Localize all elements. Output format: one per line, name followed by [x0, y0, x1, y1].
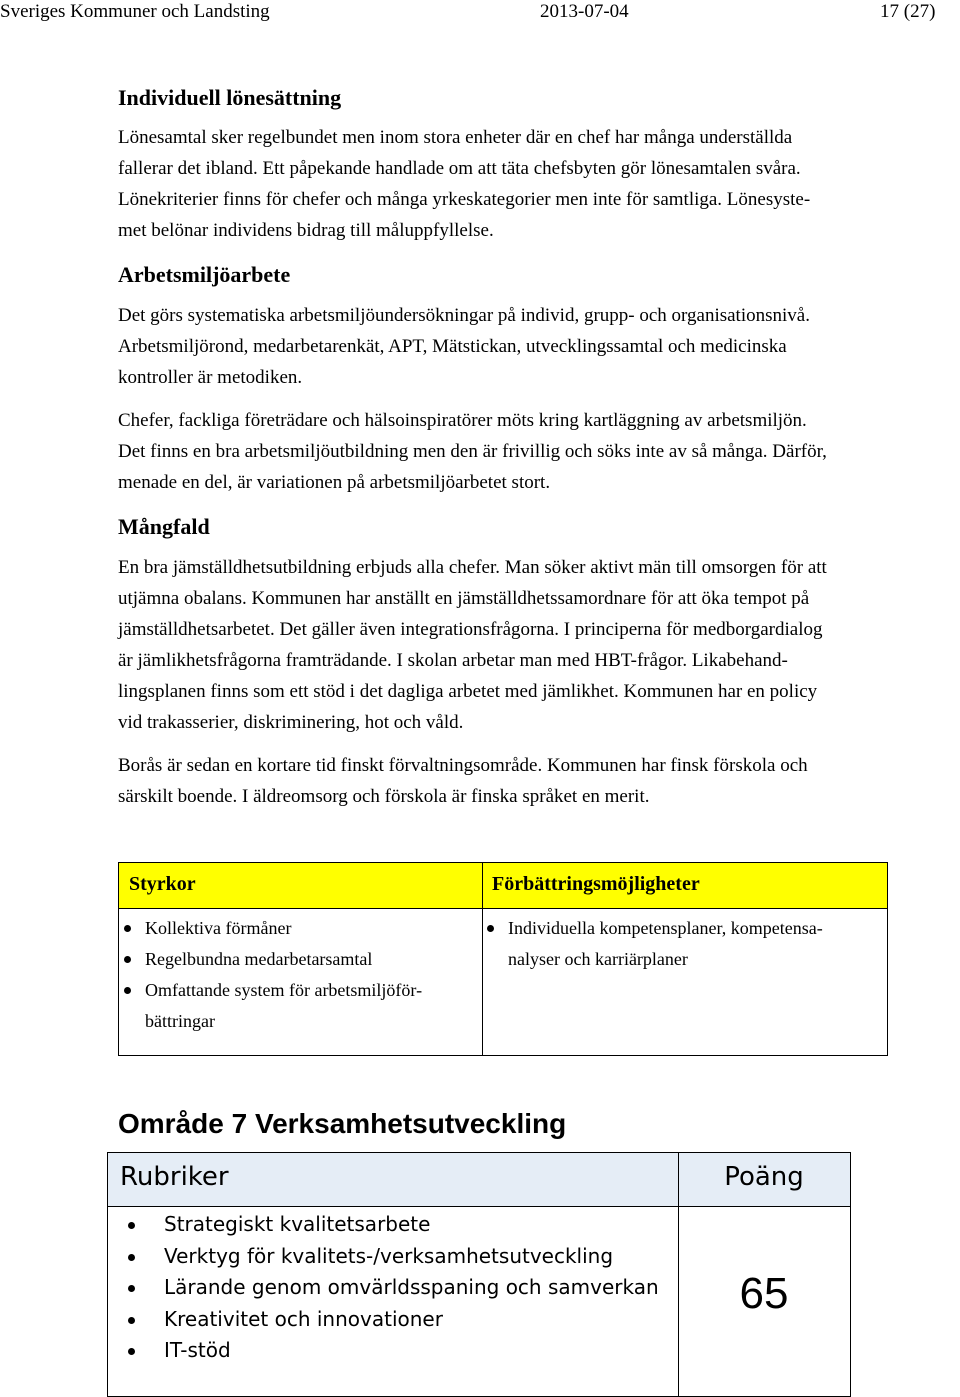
table-divider	[119, 908, 887, 909]
text-line: jämställdhetsarbetet. Det gäller även integrationsfrågorna. I principerna för medborgardialog	[118, 619, 823, 640]
text-line: fallerar det ibland. Ett påpekande handlade om att täta chefsbyten gör lönesamtalen svåra.	[118, 158, 801, 179]
text-line: vid trakasserier, diskriminering, hot och våld.	[118, 712, 464, 733]
text-line: lingsplanen finns som ett stöd i det dagliga arbetet med jämlikhet. Kommunen har en policy	[118, 681, 818, 702]
table-divider	[108, 1206, 850, 1207]
strengths-header: Styrkor	[119, 863, 482, 908]
list-item: Regelbundna medarbetarsamtal	[119, 944, 469, 975]
text-line: Det finns en bra arbetsmiljöutbildning men den är frivillig och söks inte av så många. Därför,	[118, 441, 827, 462]
text-line: utjämna obalans. Kommunen har anställt en jämställdhetssamordnare för att öka tempot på	[118, 588, 810, 609]
header-org: Sveriges Kommuner och Landsting	[0, 1, 270, 22]
text-line: bättringar	[145, 1011, 215, 1031]
text-line: menade en del, är variationen på arbetsmiljöarbetet stort.	[118, 472, 551, 493]
paragraph-arbetsmiljo-2	[118, 405, 960, 498]
list-item: IT-stöd	[122, 1335, 659, 1367]
list-item: Individuella kompetensplaner, kompetensa-	[482, 913, 882, 944]
list-item: Lärande genom omvärldsspaning och samverkan	[122, 1272, 659, 1304]
improvements-list	[482, 913, 882, 975]
text-line: Det görs systematiska arbetsmiljöundersökningar på individ, grupp- och organisationsnivå.	[118, 305, 810, 326]
poang-header: Poäng	[678, 1153, 850, 1206]
list-item: Omfattande system för arbetsmiljöför-	[119, 975, 469, 1006]
rubriker-header: Rubriker	[108, 1153, 678, 1206]
section-title-arbetsmiljo: Arbetsmiljöarbete	[118, 262, 291, 287]
list-item-continuation	[482, 944, 882, 975]
text-line: Lönekriterier finns för chefer och många yrkeskategorier men inte för samtliga. Lönesyste-	[118, 189, 811, 210]
list-item: Kreativitet och innovationer	[122, 1304, 659, 1336]
text-line: Chefer, fackliga företrädare och hälsoinspiratörer möts kring kartläggning av arbetsmiljön.	[118, 410, 807, 431]
section-title-lonesattning: Individuell lönesättning	[118, 85, 342, 110]
list-item: Kollektiva förmåner	[119, 913, 469, 944]
text-line: Lönesamtal sker regelbundet men inom stora enheter där en chef har många underställda	[118, 127, 793, 148]
score-value: 65	[739, 1269, 789, 1318]
paragraph-arbetsmiljo-1	[118, 300, 960, 393]
text-line: met belönar individens bidrag till måluppfyllelse.	[118, 220, 494, 241]
paragraph-lonesattning	[118, 122, 960, 246]
header-date: 2013-07-04	[540, 1, 629, 22]
text-line: är jämlikhetsfrågorna framträdande. I skolan arbetar man med HBT-frågor. Likabehand-	[118, 650, 788, 671]
list-item-continuation	[119, 1006, 469, 1037]
list-item: Verktyg för kvalitets-/verksamhetsutveckling	[122, 1241, 659, 1273]
header-page-number: 17 (27)	[880, 1, 936, 22]
text-line: En bra jämställdhetsutbildning erbjuds alla chefer. Man söker aktivt män till omsorgen för att	[118, 557, 827, 578]
paragraph-mangfald-1	[118, 552, 960, 738]
text-line: Borås är sedan en kortare tid finskt förvaltningsområde. Kommunen har finsk förskola och	[118, 755, 808, 776]
section-title-mangfald: Mångfald	[118, 514, 210, 539]
rubriker-list	[122, 1209, 659, 1367]
text-line: kontroller är metodiken.	[118, 367, 303, 388]
text-line: nalyser och karriärplaner	[508, 949, 688, 969]
area-title: Område 7 Verksamhetsutveckling	[118, 1108, 567, 1139]
list-item: Strategiskt kvalitetsarbete	[122, 1209, 659, 1241]
strengths-list	[119, 913, 469, 1037]
paragraph-mangfald-2	[118, 750, 960, 812]
improvements-header: Förbättringsmöjligheter	[482, 863, 887, 908]
text-line: särskilt boende. I äldreomsorg och förskola är finska språket en merit.	[118, 786, 650, 807]
text-line: Arbetsmiljörond, medarbetarenkät, APT, Mätstickan, utvecklingssamtal och medicinska	[118, 336, 787, 357]
swot-table	[118, 862, 888, 1056]
